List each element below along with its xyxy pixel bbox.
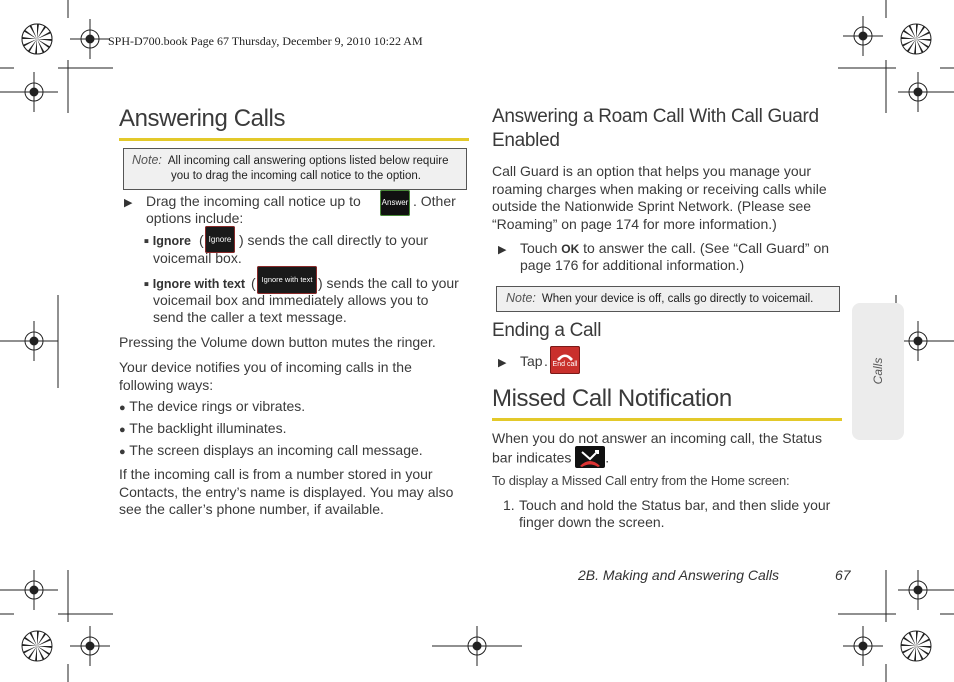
note-line-1: All incoming call answering options listed below require bbox=[167, 155, 449, 167]
drag-text-2: . Other bbox=[413, 193, 456, 209]
display-intro: To display a Missed Call entry from the Home screen: bbox=[492, 473, 790, 488]
drag-text-3: options include: bbox=[146, 210, 244, 226]
section-title-ending-call: Ending a Call bbox=[492, 320, 602, 341]
crosshair-mark-bl1 bbox=[0, 570, 58, 610]
notifies-line-1: Your device notifies you of incoming calls in the bbox=[119, 359, 412, 375]
tap-text: Tap bbox=[520, 353, 543, 369]
note-box-voicemail bbox=[496, 286, 840, 312]
crosshair-mark-tl2 bbox=[0, 72, 58, 112]
starburst-mark-bl bbox=[22, 631, 52, 661]
ok-key-label: OK bbox=[561, 242, 580, 256]
ignore-with-text-label: Ignore with text bbox=[152, 277, 246, 291]
crosshair-mark-tr1 bbox=[843, 16, 883, 56]
note-box-drag bbox=[123, 148, 467, 190]
ignore-text-2: voicemail box. bbox=[153, 250, 242, 266]
note-label: Note: bbox=[132, 153, 162, 167]
answer-button-icon: Answer bbox=[380, 190, 410, 216]
crosshair-mark-tl1 bbox=[70, 19, 110, 59]
crosshair-mark-tr2 bbox=[898, 72, 954, 112]
contacts-line-3: see the caller’s phone number, if available. bbox=[119, 501, 384, 517]
side-tab-calls bbox=[852, 303, 904, 440]
ignore-text-1: ) sends the call directly to your bbox=[239, 232, 429, 248]
paragraph-contacts bbox=[119, 466, 453, 519]
tap-end-call-instruction: ▶ Tap . End call bbox=[498, 353, 506, 373]
list-item: ● The screen displays an incoming call message. bbox=[119, 442, 423, 458]
arrow-right-icon: ▶ bbox=[498, 244, 507, 256]
round-bullet-icon: ● bbox=[119, 446, 126, 458]
iwt-text-3: send the caller a text message. bbox=[153, 309, 347, 325]
round-bullet-icon: ● bbox=[119, 424, 126, 436]
option-ignore: ■ Ignore ( Ignore ) sends the call directly to your voicemail box. bbox=[144, 232, 474, 251]
ignore-with-text-button-icon: Ignore with text bbox=[257, 266, 317, 294]
list-item: ● The backlight illuminates. bbox=[119, 420, 287, 436]
paragraph-missed: When you do not answer an incoming call, the Status bar indicates . bbox=[492, 430, 842, 470]
iwt-text-2: voicemail box and immediately allows you to bbox=[153, 292, 429, 308]
missed-call-icon bbox=[575, 446, 605, 468]
list-item: ● The device rings or vibrates. bbox=[119, 398, 306, 414]
contacts-line-2: Contacts, the entry’s name is displayed. You may also bbox=[119, 483, 454, 500]
contacts-line-1: If the incoming call is from a number stored in your bbox=[119, 466, 433, 482]
drag-text-1: Drag the incoming call notice up to bbox=[146, 193, 361, 209]
title-rule bbox=[492, 418, 842, 421]
crosshair-mark-bl2 bbox=[70, 626, 110, 666]
square-bullet-icon: ■ bbox=[144, 279, 149, 289]
note-label: Note: bbox=[506, 291, 536, 305]
title-rule bbox=[119, 138, 469, 141]
iwt-text-1: ) sends the call to your bbox=[318, 275, 459, 291]
file-info-header: SPH-D700.book Page 67 Thursday, December 9, 2010 10:22 AM bbox=[108, 34, 423, 48]
crosshair-mark-br1 bbox=[843, 626, 883, 666]
section-title-roam-call: Answering a Roam Call With Call Guard Enabled bbox=[492, 106, 819, 151]
drag-instruction bbox=[124, 193, 469, 226]
ignore-label: Ignore bbox=[152, 234, 191, 248]
arrow-right-icon: ▶ bbox=[124, 197, 133, 209]
option-ignore-with-text: ■ Ignore with text ( Ignore with text ) sends the call to your voicemail box and immediately allows you to send the caller a text message. bbox=[144, 275, 474, 294]
paragraph-notifies bbox=[119, 359, 412, 394]
square-bullet-icon: ■ bbox=[144, 236, 149, 246]
touch-ok-instruction: ▶ Touch OK to answer the call. (See “Call Guard” on page 176 for additional information.) bbox=[498, 240, 830, 273]
section-title-answering-calls: Answering Calls bbox=[119, 105, 286, 132]
starburst-mark-br bbox=[901, 631, 931, 661]
step-number: 1. bbox=[503, 497, 515, 513]
ignore-button-icon: Ignore bbox=[205, 226, 235, 253]
arrow-right-icon: ▶ bbox=[498, 357, 507, 369]
step-1: 1. Touch and hold the Status bar, and then slide your finger down the screen. bbox=[503, 497, 831, 530]
bullet-list-notifications bbox=[119, 398, 423, 464]
paragraph-call-guard: Call Guard is an option that helps you manage your roaming charges when making or receiving calls while outside the Nationwide Sprint Network. (Please see “Roaming” on page 174 for more information.) bbox=[492, 163, 827, 232]
round-bullet-icon: ● bbox=[119, 402, 126, 414]
page-number: 67 bbox=[835, 567, 851, 583]
section-title-missed-call: Missed Call Notification bbox=[492, 385, 732, 412]
crosshair-mark-ml bbox=[0, 321, 58, 361]
paragraph-volume: Pressing the Volume down button mutes the ringer. bbox=[119, 334, 436, 350]
side-tab-label: Calls bbox=[871, 357, 885, 385]
crosshair-mark-br2 bbox=[898, 570, 954, 610]
crosshair-mark-mr bbox=[898, 321, 954, 361]
note-text: When your device is off, calls go directly to voicemail. bbox=[541, 293, 814, 305]
starburst-mark-tr bbox=[901, 24, 931, 54]
starburst-mark-tl bbox=[22, 24, 52, 54]
note-line-2: you to drag the incoming call notice to the option. bbox=[171, 170, 421, 182]
footer-section-name: 2B. Making and Answering Calls bbox=[578, 567, 780, 583]
notifies-line-2: following ways: bbox=[119, 376, 214, 393]
end-call-button-icon bbox=[550, 346, 580, 374]
end-call-label: End call bbox=[552, 360, 578, 368]
